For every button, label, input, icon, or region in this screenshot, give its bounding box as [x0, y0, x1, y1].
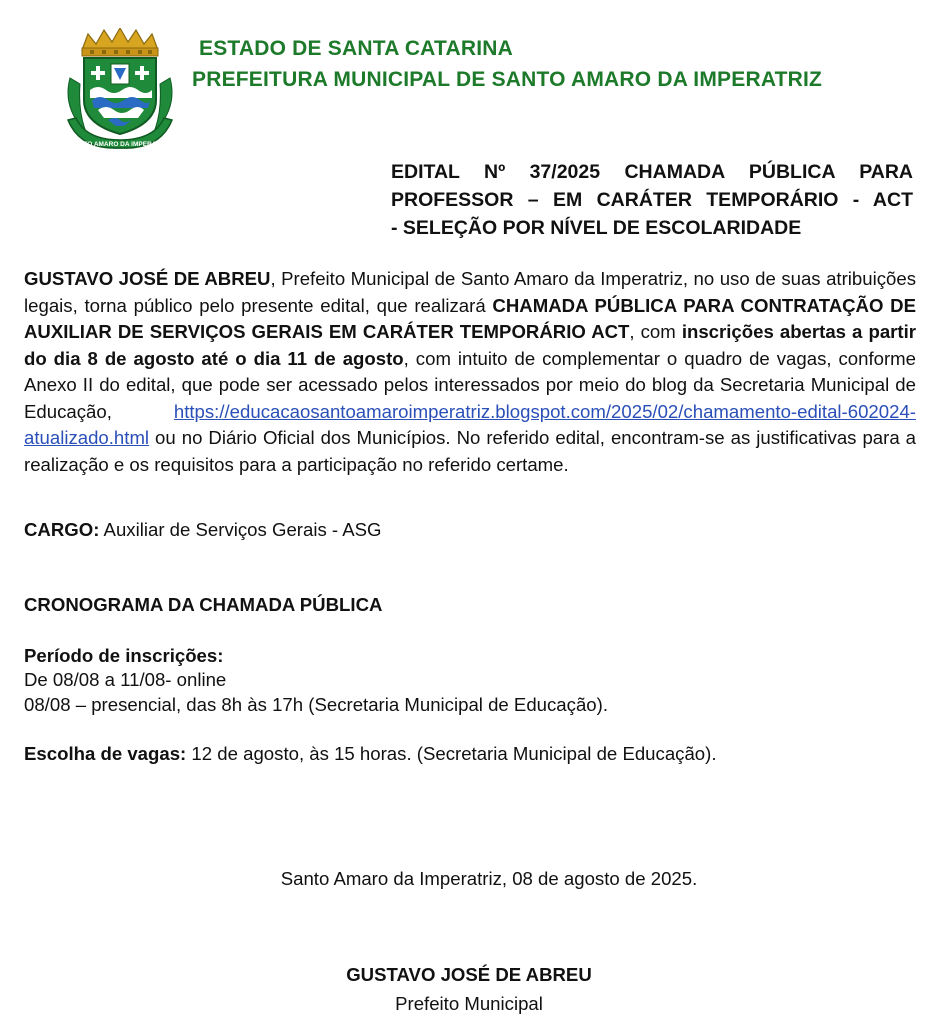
schedule-heading-text: CRONOGRAMA DA CHAMADA PÚBLICA: [24, 594, 383, 615]
title-line-1: EDITAL Nº 37/2025 CHAMADA PÚBLICA PARA: [391, 161, 913, 183]
body-text-4: ou no Diário Oficial dos Municípios. No referido edital, encontram-se as justificativas para a realização e os requisitos para a participação no referido certame.: [24, 427, 916, 475]
title-line-3: - SELEÇÃO POR NÍVEL DE ESCOLARIDADE: [391, 217, 802, 239]
state-heading: ESTADO DE SANTA CATARINA: [199, 37, 513, 60]
cargo-label: CARGO:: [24, 519, 100, 540]
registration-label-text: Período de inscrições:: [24, 645, 224, 666]
city-hall-heading: PREFEITURA MUNICIPAL DE SANTO AMARO DA IMPERATRIZ: [192, 68, 823, 91]
registration-online: De 08/08 a 11/08- online: [24, 669, 227, 690]
body-text-1: , Prefeito Municipal de Santo Amaro da Imperatriz, no uso de suas atribuições legais, torna público pelo presente edital, que realizará: [24, 268, 916, 316]
signatory-name: GUSTAVO JOSÉ DE ABREU: [346, 964, 592, 985]
body-text-2: , com: [629, 321, 682, 342]
body-bold-1: CHAMADA PÚBLICA PARA CONTRATAÇÃO DE AUXILIAR DE SERVIÇOS GERAIS EM CARÁTER TEMPORÁRIO ACT: [24, 294, 917, 342]
title-line-2: PROFESSOR – EM CARÁTER TEMPORÁRIO - ACT: [391, 189, 913, 211]
blog-link[interactable]: https://educacaosantoamaroimperatriz.blogspot.com/2025/02/chamamento-edital-602024-atualizado.html: [24, 400, 916, 448]
body-bold-2: inscrições abertas a partir do dia 8 de agosto até o dia 11 de agosto: [24, 321, 916, 369]
municipal-crest-logo: [60, 28, 180, 150]
registration-in-person: 08/08 – presencial, das 8h às 17h (Secretaria Municipal de Educação).: [24, 694, 608, 715]
svg-text:SANTO AMARO DA IMPERATRIZ: SANTO AMARO DA IMPERATRIZ: [69, 141, 171, 148]
edital-body-paragraph: [24, 266, 916, 478]
edital-title: [391, 158, 913, 242]
mayor-name: GUSTAVO JOSÉ DE ABREU: [24, 268, 271, 289]
cargo-line: [24, 517, 382, 543]
signatory-role: Prefeito Municipal: [395, 993, 543, 1014]
schedule-heading: [24, 592, 382, 618]
body-text-3: , com intuito de complementar o quadro de vagas, conforme Anexo II do edital, que pode ser acessado pelos interessados por meio do blog da Secretaria Municipal de Educação,: [24, 347, 917, 422]
vacancy-choice-line: [24, 741, 717, 767]
registration-period-label: [24, 643, 223, 669]
vacancy-choice-label: Escolha de vagas:: [24, 743, 187, 764]
place-and-date: Santo Amaro da Imperatriz, 08 de agosto de 2025.: [280, 868, 698, 889]
cargo-value: Auxiliar de Serviços Gerais - ASG: [99, 519, 382, 540]
vacancy-choice-value: 12 de agosto, às 15 horas. (Secretaria Municipal de Educação).: [186, 743, 717, 764]
